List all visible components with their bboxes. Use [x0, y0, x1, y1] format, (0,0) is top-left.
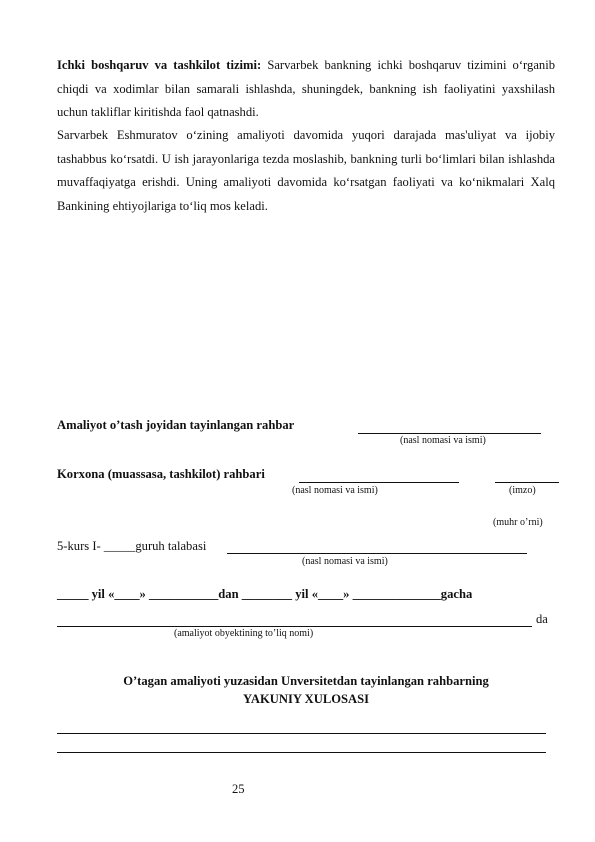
conclusion-line-2 [57, 752, 546, 753]
intro-paragraph-2: Sarvarbek Eshmuratov o‘zining amaliyoti davomida yuqori darajada mas'uliyat va ijobiy tashabbus ko‘rsatdi. U ish jarayonlariga tezda moslashib, bankning turli bo‘limlari bilan ishlashda muvaffaqiyatga erishdi. Uning amaliyoti davomida ko‘rsatgan faoliyati va ko‘nikmalari Xalq Bankining ehtiyojlariga to‘liq mos keladi. [57, 128, 555, 213]
intro-lead-text: Sarvarbek bankning ichki boshqaruv tizimini o‘rganib chiqdi va xodimlar bilan samarali ishlashda, shuningdek, bankning ish faoliyatini yaxshilash uchun takliflar kiritishda faol qatnashdi. [57, 58, 555, 119]
student-caption: (nasl nomasi va ismi) [302, 556, 388, 567]
place-suffix: da [536, 612, 548, 626]
supervisor-label: Amaliyot o’tash joyidan tayinlangan rahbar [57, 418, 295, 432]
stamp-caption: (muhr o’rni) [493, 517, 543, 528]
org-head-sign-caption: (imzo) [509, 485, 536, 496]
conclusion-line-1 [57, 733, 546, 734]
student-label: 5-kurs I- _____guruh talabasi [57, 539, 207, 553]
org-head-name-caption: (nasl nomasi va ismi) [292, 485, 378, 496]
org-head-name-line [299, 482, 459, 483]
supervisor-name-line [358, 433, 541, 434]
conclusion-heading-line2: YAKUNIY XULOSASI [242, 692, 370, 706]
place-caption: (amaliyot obyektining to’liq nomi) [174, 628, 314, 639]
intro-paragraph-1 [57, 54, 555, 125]
org-head-label: Korxona (muassasa, tashkilot) rahbari [57, 467, 265, 481]
page-number: 25 [232, 782, 245, 796]
intro-lead-bold: Ichki boshqaruv va tashkilot tizimi: [57, 58, 262, 72]
supervisor-caption: (nasl nomasi va ismi) [400, 435, 486, 446]
conclusion-heading-line1: O’tagan amaliyoti yuzasidan Unversitetdan tayinlangan rahbarning [123, 674, 489, 688]
org-head-sign-line [495, 482, 559, 483]
period-row: _____ yil «____» ___________dan ________ yil «____» ______________gacha [57, 587, 473, 601]
place-line [57, 626, 532, 627]
student-name-line [227, 553, 527, 554]
